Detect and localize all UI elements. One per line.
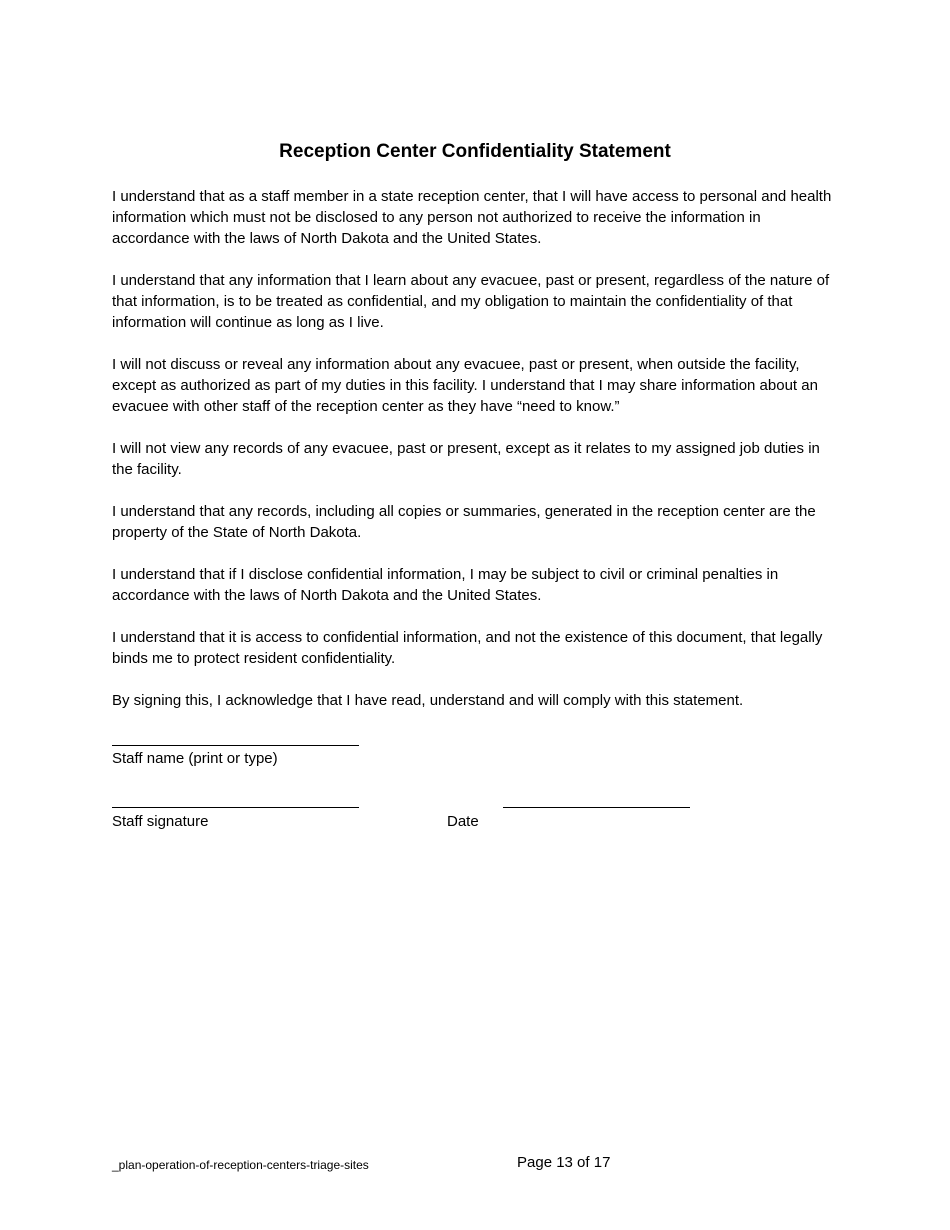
date-label: Date — [447, 813, 479, 830]
paragraph: I understand that any information that I learn about any evacuee, past or present, regardless of the nature of that information, is to be treated as confidential, and my obligation to maintain the confidentiality of that information will continue as long as I live. — [112, 272, 830, 331]
document-title: Reception Center Confidentiality Statement — [279, 141, 671, 162]
staff-name-label: Staff name (print or type) — [112, 750, 278, 767]
paragraph: I understand that it is access to confidential information, and not the existence of this document, that legally binds me to protect resident confidentiality. — [112, 629, 823, 667]
staff-signature-label: Staff signature — [112, 813, 209, 830]
footer-page-number: Page 13 of 17 — [517, 1154, 611, 1171]
paragraph: I understand that any records, including all copies or summaries, generated in the reception center are the property of the State of North Dakota. — [112, 503, 816, 541]
staff-name-line[interactable] — [112, 745, 359, 746]
paragraph: I will not view any records of any evacuee, past or present, except as it relates to my assigned job duties in the facility. — [112, 440, 820, 478]
footer-filename: _plan-operation-of-reception-centers-triage-sites — [112, 1158, 369, 1172]
document-body — [112, 186, 842, 732]
paragraph: I understand that as a staff member in a state reception center, that I will have access to personal and health information which must not be disclosed to any person not authorized to receive the information in accordance with the laws of North Dakota and the United States. — [112, 188, 832, 247]
paragraph: I understand that if I disclose confidential information, I may be subject to civil or criminal penalties in accordance with the laws of North Dakota and the United States. — [112, 566, 779, 604]
paragraph: By signing this, I acknowledge that I have read, understand and will comply with this statement. — [112, 692, 744, 709]
paragraph: I will not discuss or reveal any information about any evacuee, past or present, when outside the facility, except as authorized as part of my duties in this facility. I understand that I may share information about an evacuee with other staff of the reception center as they have “need to know.” — [112, 356, 818, 415]
staff-signature-line[interactable] — [112, 807, 359, 808]
date-line[interactable] — [503, 807, 690, 808]
